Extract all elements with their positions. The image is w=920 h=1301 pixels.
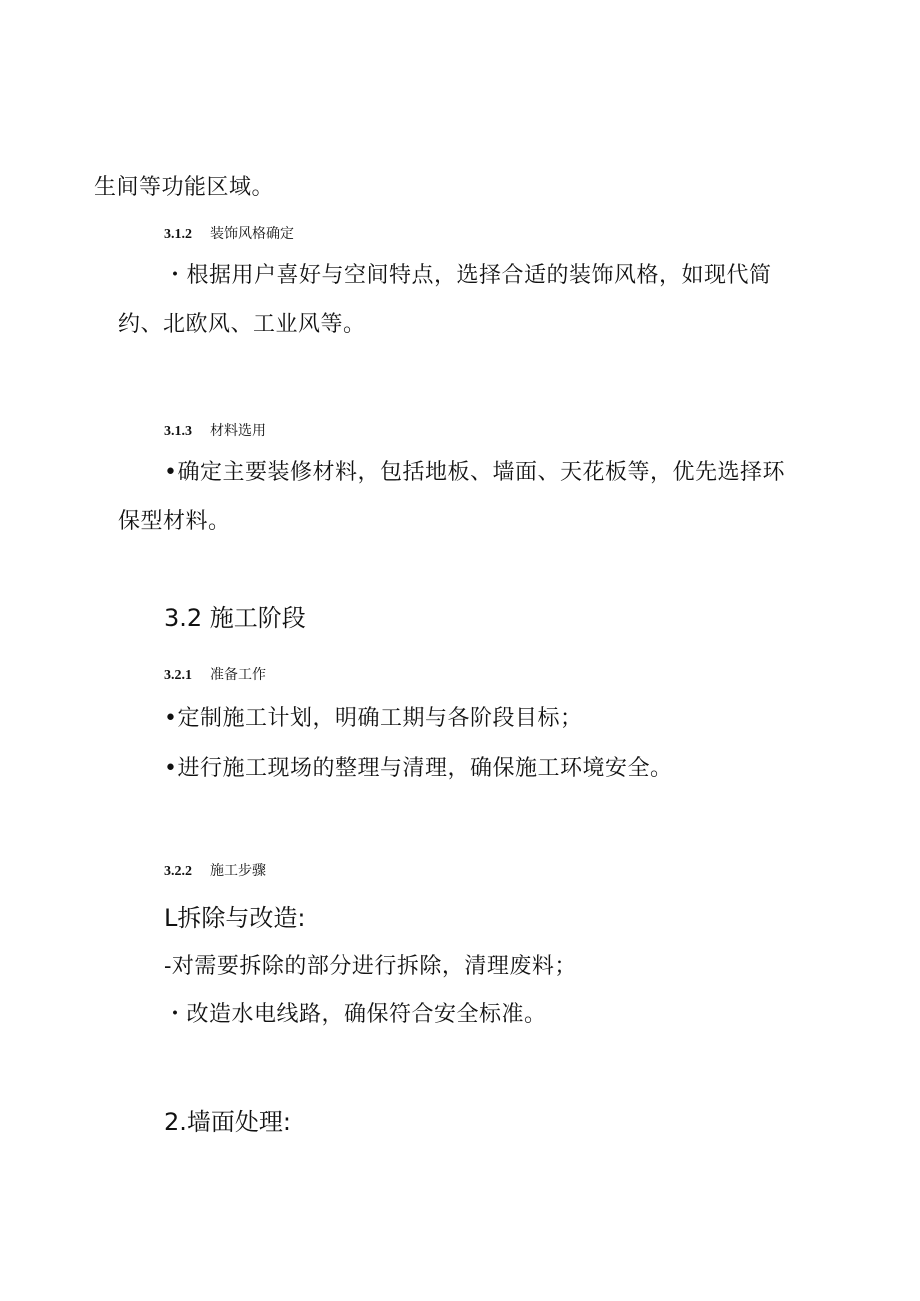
subsection-title: 装饰风格确定 (210, 226, 294, 242)
paragraph-line: ・根据用户喜好与空间特点，选择合适的装饰风格，如现代简 (164, 263, 772, 288)
paragraph-line: 保型材料。 (118, 509, 231, 534)
subsection-title: 施工步骤 (210, 863, 266, 879)
step-heading: 2.墙面处理: (164, 1108, 291, 1136)
list-item: •定制施工计划，明确工期与各阶段目标； (164, 706, 583, 731)
paragraph-line: •确定主要装修材料，包括地板、墙面、天花板等，优先选择环 (164, 460, 785, 485)
subsection-number: 3.1.2 (164, 227, 192, 242)
subsection-heading-3-1-3 (164, 424, 266, 439)
subsection-heading-3-2-2 (164, 864, 266, 879)
list-item: •进行施工现场的整理与清理，确保施工环境安全。 (164, 756, 673, 781)
subsection-heading-3-1-2 (164, 227, 294, 242)
section-heading-3-2: 3.2 施工阶段 (164, 604, 306, 632)
subsection-number: 3.1.3 (164, 424, 192, 439)
subsection-heading-3-2-1 (164, 668, 266, 683)
list-item: -对需要拆除的部分进行拆除，清理废料； (164, 954, 577, 979)
subsection-number: 3.2.2 (164, 864, 192, 879)
list-item: ・改造水电线路，确保符合安全标准。 (164, 1002, 547, 1027)
paragraph-line: 约、北欧风、工业风等。 (118, 312, 366, 337)
subsection-title: 准备工作 (210, 667, 266, 683)
subsection-number: 3.2.1 (164, 668, 192, 683)
subsection-title: 材料选用 (210, 423, 266, 439)
step-heading: L拆除与改造: (164, 904, 306, 932)
continuation-paragraph: 生间等功能区域。 (94, 175, 275, 200)
